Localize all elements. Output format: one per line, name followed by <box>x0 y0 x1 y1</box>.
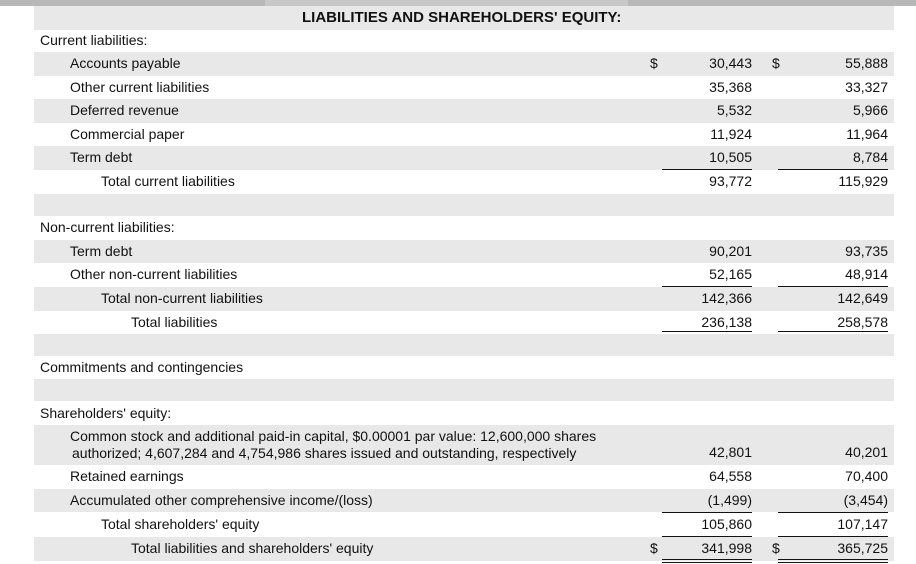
value-2017: 107,147 <box>837 516 888 532</box>
value-2018: 35,368 <box>709 78 752 95</box>
value-2018: 64,558 <box>709 468 752 484</box>
section-header: LIABILITIES AND SHAREHOLDERS' EQUITY: <box>302 9 622 26</box>
currency-symbol: $ <box>650 540 658 556</box>
value-2018: 11,924 <box>710 125 752 142</box>
value-2017: 142,649 <box>837 290 888 306</box>
total-row <box>34 170 894 194</box>
value-2018: 105,860 <box>701 516 752 532</box>
double-underline <box>662 559 752 563</box>
underline <box>778 331 888 332</box>
current-liabilities-title: Current liabilities: <box>40 32 148 48</box>
value-2017: 258,578 <box>837 313 888 330</box>
value-2017: 93,735 <box>845 242 888 259</box>
row-label: Deferred revenue <box>70 102 179 118</box>
row-label: Other current liabilities <box>70 78 210 95</box>
value-2018: 5,532 <box>716 102 752 118</box>
currency-symbol: $ <box>772 55 780 71</box>
table-row <box>34 489 894 513</box>
current-liabilities-title-row <box>34 29 894 53</box>
table-row <box>34 52 894 76</box>
row-label: Term debt <box>70 242 133 259</box>
value-2018: 30,443 <box>709 55 752 71</box>
table-row <box>34 263 894 287</box>
table-row <box>34 240 894 264</box>
row-label: Term debt <box>70 149 133 165</box>
shareholders-equity-title: Shareholders' equity: <box>40 404 172 421</box>
value-2018: 341,998 <box>701 540 752 556</box>
total-equity-label: Total shareholders' equity <box>101 516 260 532</box>
total-row <box>34 311 894 335</box>
table-row <box>34 76 894 100</box>
value-2017: 115,929 <box>838 173 888 189</box>
grand-total-label: Total liabilities and shareholders' equity <box>131 540 374 556</box>
noncurrent-liabilities-title: Non-current liabilities: <box>40 219 175 235</box>
total-current-liabilities-label: Total current liabilities <box>101 173 235 189</box>
value-2017: 48,914 <box>845 266 888 282</box>
table-row <box>34 465 894 489</box>
value-2017: 55,888 <box>845 55 888 71</box>
value-2017: 365,725 <box>837 540 888 556</box>
total-row <box>34 287 894 311</box>
row-label: Accounts payable <box>70 55 181 71</box>
row-label: Accumulated other comprehensive income/(loss) <box>70 491 373 508</box>
commitments-row <box>34 356 894 380</box>
row-label: Other non-current liabilities <box>70 266 238 282</box>
value-2017: 11,964 <box>846 125 888 142</box>
value-2017: 5,966 <box>852 102 888 118</box>
common-stock-line1: Common stock and additional paid-in capital, $0.00001 par value: 12,600,000 shares <box>70 428 597 444</box>
currency-symbol: $ <box>650 55 658 71</box>
common-stock-line2: authorized; 4,607,284 and 4,754,986 shares issued and outstanding, respectively <box>72 445 577 461</box>
table-row <box>34 425 894 465</box>
value-2018: 90,201 <box>709 242 752 259</box>
value-2017: 70,400 <box>845 468 888 484</box>
value-2017: 8,784 <box>852 149 888 165</box>
spacer-row <box>34 379 894 401</box>
equity-title-row <box>34 402 894 426</box>
balance-sheet <box>34 6 894 564</box>
section-header-row <box>34 6 894 30</box>
value-2017: (3,454) <box>843 491 888 508</box>
underline <box>662 331 752 332</box>
common-stock-label <box>70 428 596 462</box>
commitments-label: Commitments and contingencies <box>40 359 244 375</box>
double-underline <box>778 559 888 563</box>
grand-total-row <box>34 537 894 561</box>
value-2018: 93,772 <box>709 173 752 189</box>
total-liabilities-label: Total liabilities <box>131 313 218 330</box>
value-2018: 236,138 <box>701 313 752 330</box>
total-noncurrent-label: Total non-current liabilities <box>101 290 263 306</box>
spacer-row <box>34 194 894 216</box>
row-label: Commercial paper <box>70 125 185 142</box>
total-row <box>34 513 894 537</box>
value-2018: 142,366 <box>701 290 752 306</box>
value-2018: (1,499) <box>707 491 752 508</box>
value-2018: 10,505 <box>709 149 752 165</box>
value-2018: 42,801 <box>709 444 752 460</box>
table-row <box>34 123 894 147</box>
row-label: Retained earnings <box>70 468 184 484</box>
table-row <box>34 146 894 170</box>
noncurrent-title-row <box>34 216 894 240</box>
currency-symbol: $ <box>772 540 780 556</box>
value-2018: 52,165 <box>709 266 752 282</box>
spacer-row <box>34 334 894 356</box>
value-2017: 33,327 <box>845 78 888 95</box>
table-row <box>34 99 894 123</box>
value-2017: 40,201 <box>845 444 888 460</box>
